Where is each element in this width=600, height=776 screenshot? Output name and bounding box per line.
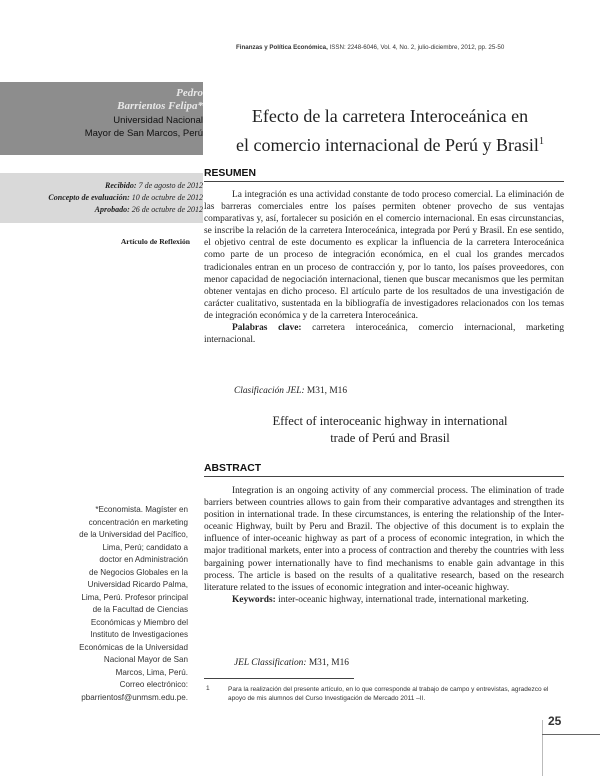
author-first-name: Pedro [176,87,203,99]
abstract-jel-label: JEL Classification: [234,658,307,668]
author-affiliation-1: Universidad Nacional [113,115,203,126]
resumen-jel-text: M31, M16 [304,386,348,396]
abstract-keywords-text: inter-oceanic highway, international trade, international marketing. [275,594,529,605]
bio-line: Económicas de la Universidad [79,642,188,652]
abstract-jel-text: M31, M16 [306,658,349,668]
resumen-jel [234,386,347,396]
bio-line: Instituto de Investigaciones [90,630,188,639]
title-english [205,413,575,447]
dates-band [0,173,203,223]
bio-email[interactable]: pbarrientosf@unmsm.edu.pe. [81,692,188,702]
bio-line: *Economista. Magíster en [95,505,188,514]
evaluation-label: Concepto de evaluación: [48,193,130,202]
article-type: Artículo de Reflexión [120,237,190,246]
bio-line: Lima, Perú; candidato a [102,542,188,552]
resumen-keywords-text: carretera interoceánica, comercio internacional, marketing internacional. [204,323,565,346]
bio-line: Nacional Mayor de San [103,655,188,664]
abstract-keywords [204,594,564,606]
title-es-line-2: el comercio internacional de Perú y Brasil [236,135,539,155]
resumen-heading: RESUMEN [204,168,564,182]
bio-line: Marcos, Lima, Perú. [115,667,188,677]
author-affiliation-2: Mayor de San Marcos, Perú [84,128,203,139]
abstract-jel [234,658,349,668]
author-bio [64,504,188,704]
bio-line: de la Universidad del Pacífico, [79,530,188,539]
footnote-text: Para la realización del presente artículo, en lo que corresponde al trabajo de campo y entrevistas, agradezco el apoyo de mis alumnos del Curso Investigación de Mercado 2011 –II. [228,686,549,702]
title-en-line-1: Effect of interoceanic highway in international [272,414,508,428]
title-es-line-1: Efecto de la carretera Interoceánica en [251,106,529,126]
resumen-jel-label: Clasificación JEL: [234,386,305,396]
received-date [3,180,203,192]
abstract-body [204,485,564,606]
bio-line: Correo electrónico: [119,680,188,689]
received-label: Recibido: [105,181,137,190]
journal-name: Finanzas y Política Económica, [236,44,328,51]
title-spanish [205,104,575,158]
evaluation-date [3,192,203,204]
resumen-keywords-label: Palabras clave: [232,323,302,334]
footnote-divider [204,678,354,679]
abstract-heading: ABSTRACT [204,463,564,477]
approved-value: 26 de octubre de 2012 [129,205,203,214]
running-header [236,44,566,51]
title-footnote-mark: 1 [538,136,544,147]
received-value: 7 de agosto de 2012 [136,181,203,190]
bio-line: Económicas y Miembro del [90,617,188,627]
bio-line: Universidad Ricardo Palma, [87,580,188,589]
evaluation-value: 10 de octubre de 2012 [129,193,203,202]
footnote-number: 1 [206,685,210,692]
author-last-name: Barrientos Felipa* [117,100,203,112]
bio-line: Lima, Perú. Profesor principal [81,592,188,602]
abstract-paragraph: Integration is an ongoing activity of any commercial process. The elimination of trade barriers between countries allows to gain from their comparative advantages and strengthen its position in international trade. In these circumstances, is entering the relationship of the Inter-oceanic Highway, built by Peru and Brazil. The objective of this document is to explain the influence of inter-oceanic highway as part of a process of economic integration, in which the major traditional markets, enter into a process of contraction and thereby the countries with less bargaining power internationally have to find mechanisms to enable gain advantage in this process. The article is based on the results of a qualitative research, based on the research literature related to the issues of economic integration and inter-oceanic highway. [204,486,564,593]
resumen-keywords [204,322,564,346]
bio-line: doctor en Administración [99,555,188,564]
page-corner-rule [542,720,543,776]
page-number: 25 [548,714,562,728]
bio-line: de la Facultad de Ciencias [92,605,188,614]
resumen-paragraph: La integración es una actividad constante de todo proceso comercial. La eliminación de las barreras comerciales entre los países permiten obtener provecho de sus ventajas comparativas y, así, fortalecer su posición en el comercio internacional. En esas circunstancias, se inscribe la relación de la carretera Interoceánica, integrada por Perú y Brasil. En ese sentido, el objetivo central de este documento es explicar la influencia de la carretera Interoceánica como parte de un proceso de integración económica, en el cual los grandes mercados tradicionales entran en un proceso de contracción y, por lo tanto, los países proveedores, con menor capacidad de negociación internacional, tienen que buscar mecanismos que les permitan obtener ventajas en dicho proceso. El artículo parte de los resultados de una investigación de carácter cualitativo, sustentada en la bibliografía de investigadores relacionados con los temas de integración económica y de la carretera Interoceánica. [204,190,564,321]
bio-line: de Negocios Globales en la [89,567,188,577]
title-en-line-2: trade of Perú and Brasil [330,431,450,445]
abstract-keywords-label: Keywords: [232,594,276,605]
page-number-rule [542,734,600,735]
approved-date [3,204,203,216]
journal-details: ISSN: 2248-6046, Vol. 4, No. 2, julio-diciembre, 2012, pp. 25-50 [327,44,505,51]
bio-line: concentración en marketing [88,517,188,527]
approved-label: Aprobado: [94,205,130,214]
resumen-body [204,189,564,346]
author-band [0,82,203,155]
